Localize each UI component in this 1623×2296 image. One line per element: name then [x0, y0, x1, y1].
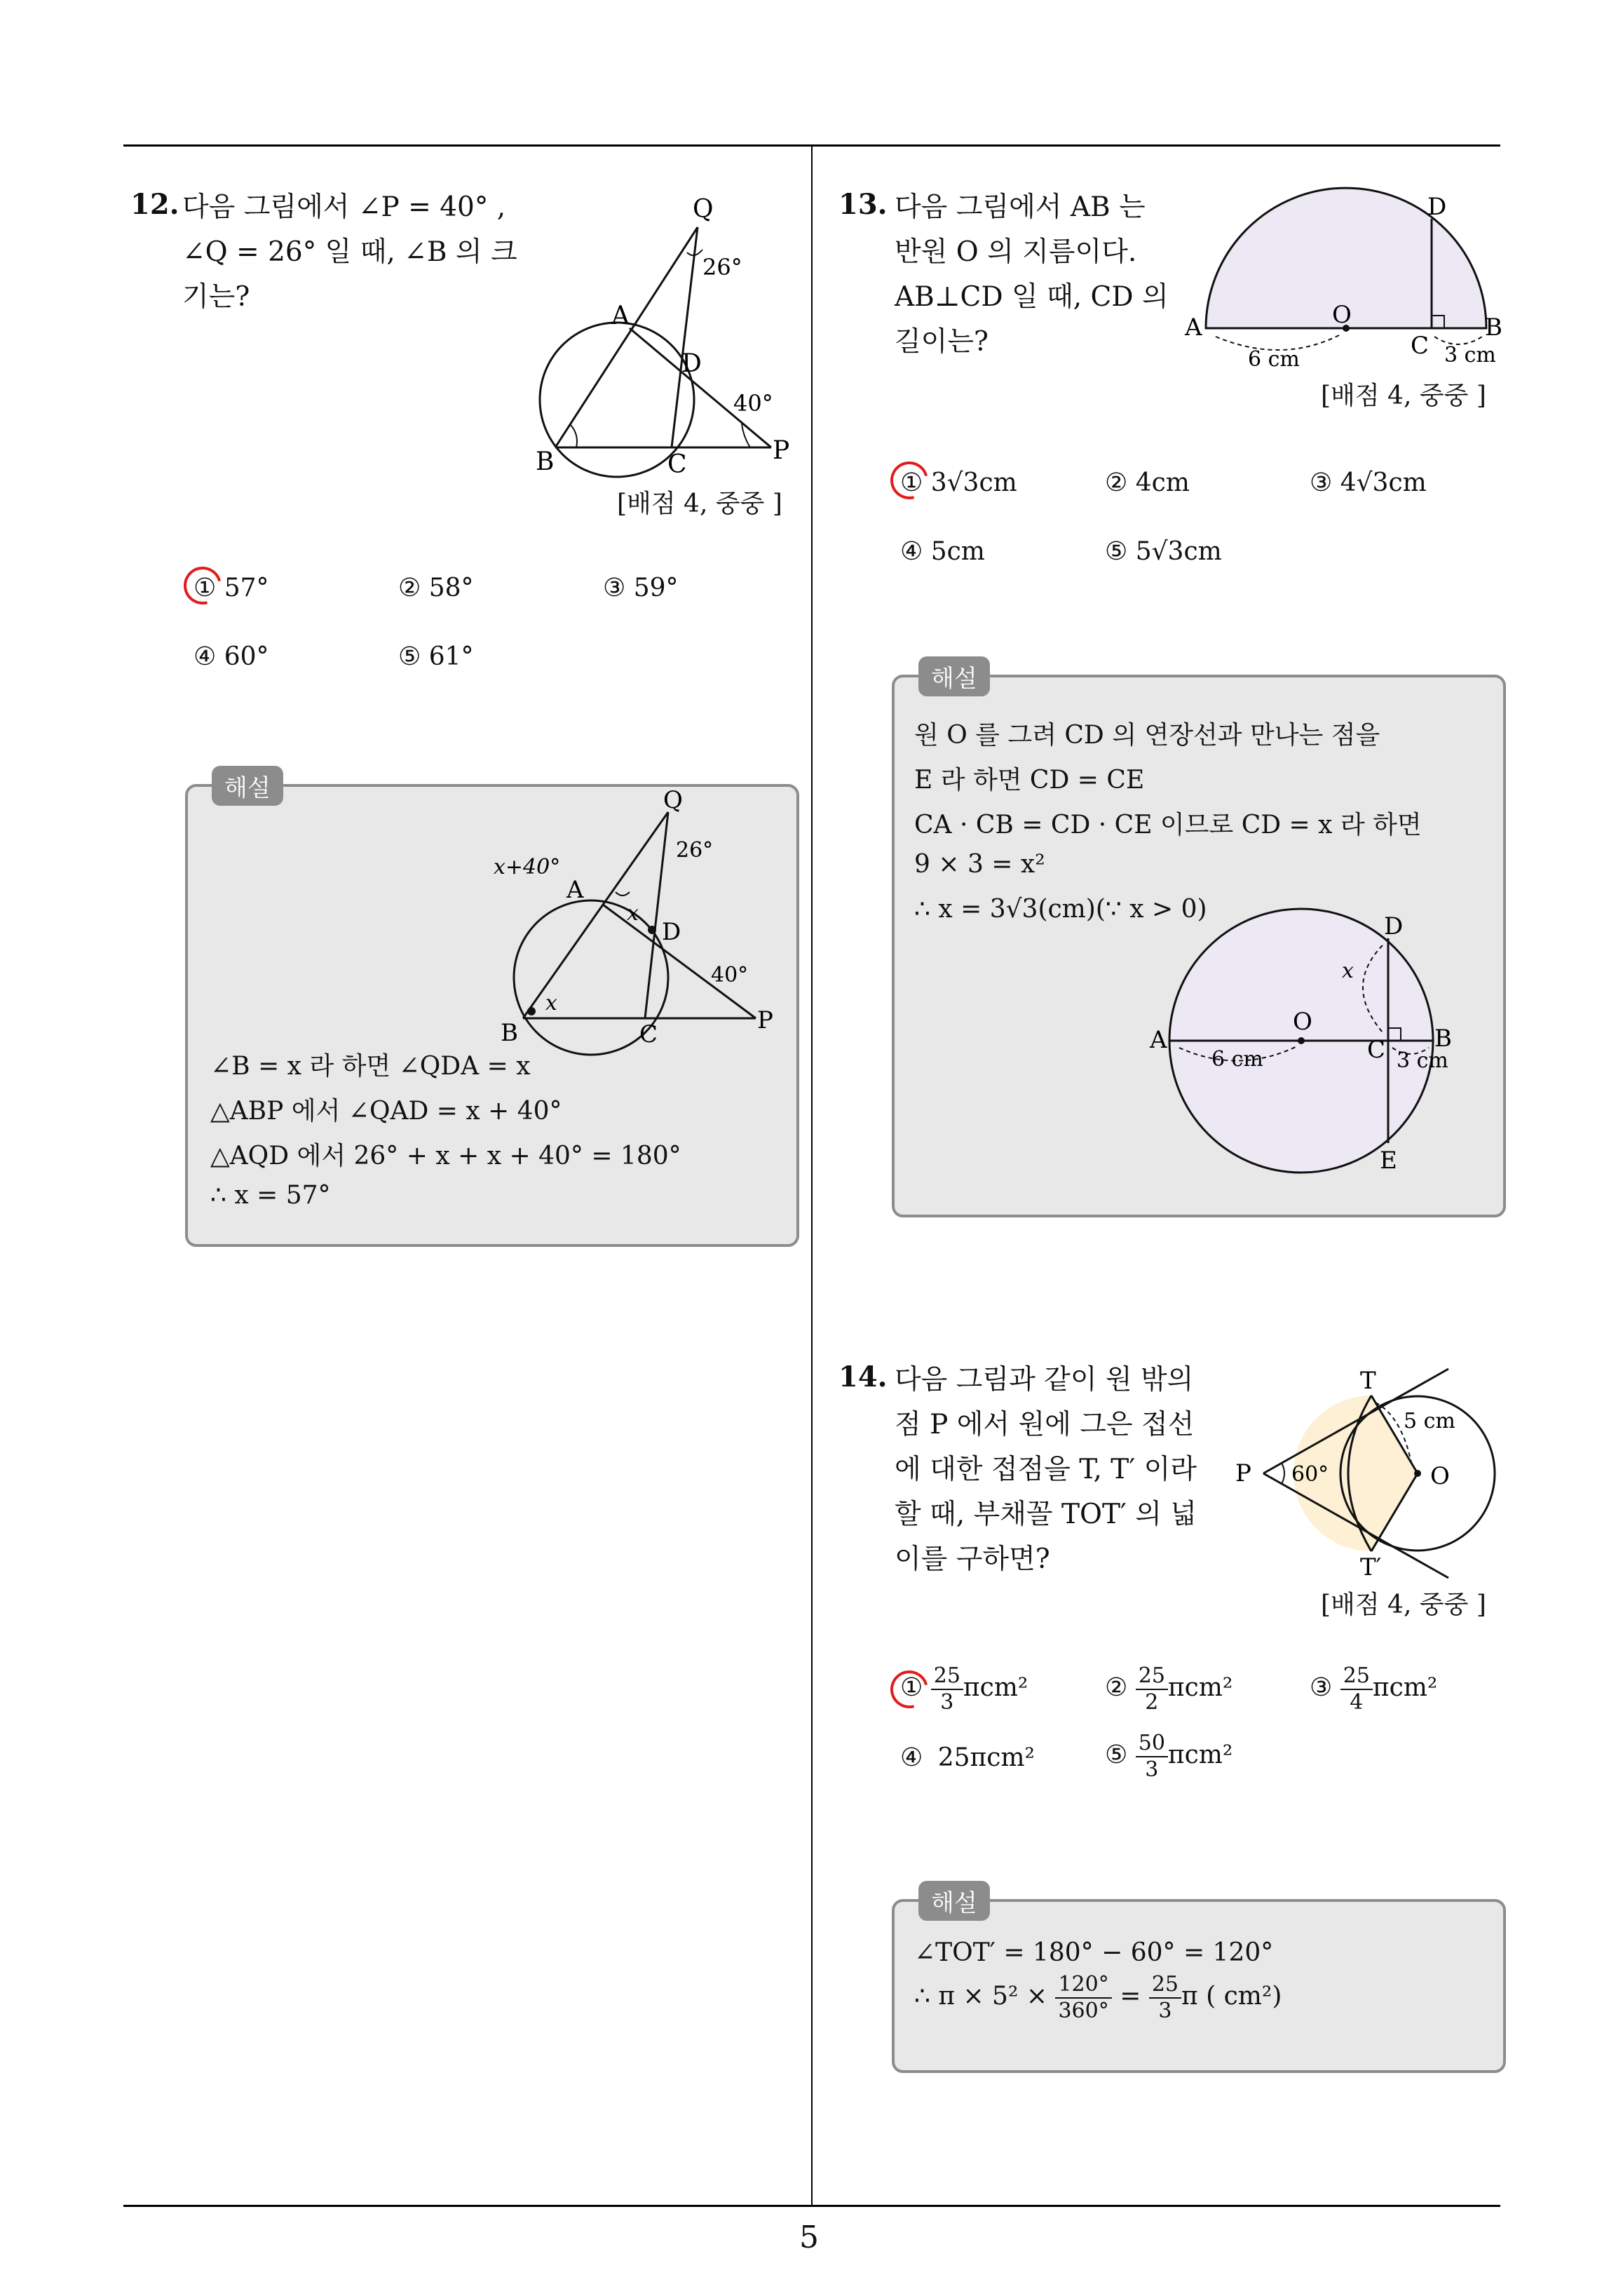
figure-label: B: [1485, 313, 1502, 342]
figure-label: E: [1380, 1147, 1397, 1175]
question-text: 다음 그림에서 AB 는 반원 O 의 지름이다. AB⊥CD 일 때, CD 의 길이는?: [895, 191, 1169, 358]
question-number: 12.: [130, 188, 179, 221]
figure-label: 26°: [702, 254, 742, 281]
score-label: [배점 4, 중중 ]: [1321, 1591, 1486, 1619]
question-text: 다음 그림에서 ∠P = 40° , ∠Q = 26° 일 때, ∠B 의 크 기는?: [182, 191, 517, 313]
solution-tag: 해설: [918, 1881, 990, 1921]
figure-label: B: [501, 1019, 518, 1047]
solution-line: ∴ x = 3√3(cm)(∵ x > 0): [914, 895, 1207, 924]
figure-label: C: [1367, 1036, 1386, 1064]
choice-2[interactable]: ② 58°: [398, 574, 474, 602]
solution-line: E 라 하면 CD = CE: [914, 766, 1145, 795]
score-label: [배점 4, 중중 ]: [617, 489, 782, 518]
figure-label: D: [1427, 193, 1447, 221]
solution-box: [185, 774, 799, 1247]
figure-label: 3 cm: [1444, 343, 1496, 367]
figure-label: Q: [693, 195, 714, 224]
figure-label: P: [757, 1006, 773, 1034]
solution-line: ∠TOT′ = 180° − 60° = 120°: [914, 1938, 1274, 1967]
figure-label: 40°: [711, 963, 749, 987]
figure-label: T: [1360, 1367, 1376, 1395]
figure-label: C: [1411, 332, 1430, 360]
choice-5[interactable]: ⑤ 61°: [398, 642, 474, 671]
figure-label: B: [1434, 1025, 1452, 1053]
choice-3[interactable]: ③ 4√3cm: [1310, 468, 1427, 497]
figure-label: B: [536, 447, 555, 476]
figure-label: C: [639, 1020, 658, 1048]
figure-label: A: [1150, 1026, 1167, 1054]
choice-2[interactable]: ② 4cm: [1105, 468, 1190, 497]
question-number: 14.: [838, 1360, 888, 1393]
figure-label: A: [566, 876, 584, 904]
choice-4[interactable]: ④ 5cm: [900, 537, 985, 566]
solution-line: 9 × 3 = x²: [914, 850, 1045, 879]
solution-tag: 해설: [918, 656, 990, 696]
solution-line: ∠B = x 라 하면 ∠QDA = x: [210, 1052, 531, 1081]
figure-label: x+40°: [494, 855, 561, 879]
figure-label: C: [667, 450, 687, 479]
figure-label: O: [1332, 301, 1352, 329]
choice-5[interactable]: ⑤ 5√3cm: [1105, 537, 1222, 566]
figure-label: 6 cm: [1248, 347, 1300, 372]
question-number: 13.: [838, 188, 888, 221]
question-figure: [1227, 1360, 1507, 1592]
figure-label: P: [1235, 1459, 1251, 1487]
figure-label: O: [1430, 1462, 1450, 1490]
figure-label: Q: [663, 786, 683, 814]
figure-label: D: [662, 918, 681, 946]
solution-box: [892, 665, 1506, 1217]
score-label: [배점 4, 중중 ]: [1321, 381, 1486, 410]
figure-label: O: [1293, 1008, 1312, 1036]
choice-4[interactable]: ④ 25πcm²: [900, 1743, 1035, 1772]
figure-label: 3 cm: [1397, 1048, 1448, 1073]
choice-5[interactable]: ⑤ $\frac{50}{3}$ πcm²: [1105, 1731, 1233, 1782]
choice-1[interactable]: ① 57°: [193, 574, 269, 602]
figure-label: 26°: [676, 838, 714, 863]
figure-label: 6 cm: [1211, 1047, 1263, 1072]
page-number: 5: [799, 2220, 819, 2255]
solution-line: CA · CB = CD · CE 이므로 CD = x 라 하면: [914, 811, 1422, 839]
figure-label: x: [1342, 959, 1354, 983]
figure-label: A: [1185, 313, 1202, 342]
figure-label: D: [681, 349, 702, 378]
solution-figure: [489, 787, 791, 1060]
figure-label: 60°: [1291, 1462, 1329, 1487]
bottom-rule: [123, 2205, 1500, 2207]
solution-line: ∴ π × 5² × $\frac{120^\circ}{360^\circ}$ = $\frac{25}{3}$ π ( cm²): [914, 1972, 1282, 2023]
solution-line: △ABP 에서 ∠QAD = x + 40°: [210, 1097, 562, 1126]
choice-4[interactable]: ④ 60°: [193, 642, 269, 671]
choice-3[interactable]: ③ $\frac{25}{4}$ πcm²: [1310, 1663, 1438, 1715]
figure-label: T′: [1360, 1553, 1382, 1581]
choice-1[interactable]: ① $\frac{25}{3}$ πcm²: [900, 1663, 1028, 1715]
solution-line: ∴ x = 57°: [210, 1181, 331, 1210]
solution-line: 원 O 를 그려 CD 의 연장선과 만나는 점을: [914, 721, 1380, 750]
figure-label: x: [627, 901, 639, 926]
choice-3[interactable]: ③ 59°: [603, 574, 679, 602]
question-text: 다음 그림과 같이 원 밖의 점 P 에서 원에 그은 접선 에 대한 접점을 T, T′ 이라 할 때, 부채꼴 TOT′ 의 넓 이를 구하면?: [895, 1364, 1197, 1575]
question-figure: [1185, 189, 1514, 386]
question-figure: [519, 189, 813, 519]
solution-box: [892, 1889, 1506, 2073]
figure-label: 5 cm: [1404, 1409, 1455, 1433]
figure-label: P: [773, 436, 790, 465]
solution-line: △AQD 에서 26° + x + x + 40° = 180°: [210, 1142, 681, 1170]
choice-1[interactable]: ① 3√3cm: [900, 468, 1017, 497]
choice-2[interactable]: ② $\frac{25}{2}$ πcm²: [1105, 1663, 1233, 1715]
figure-label: 40°: [733, 390, 773, 417]
figure-label: x: [545, 991, 557, 1015]
solution-figure: [1150, 909, 1490, 1203]
solution-tag: 해설: [212, 766, 283, 806]
figure-label: D: [1384, 912, 1404, 940]
figure-label: A: [611, 302, 630, 330]
